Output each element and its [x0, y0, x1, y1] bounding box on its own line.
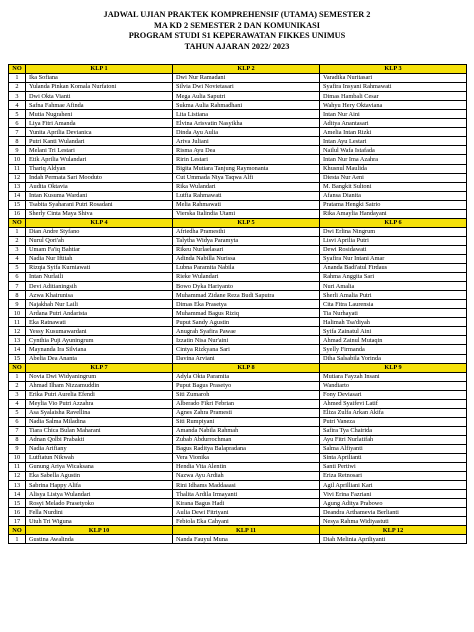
group-header: KLP 8 [173, 363, 320, 372]
row-number: 16 [9, 209, 26, 218]
student-name: Melia Rahmawati [173, 200, 320, 209]
table-row [9, 517, 467, 526]
group-header: KLP 1 [26, 65, 173, 74]
student-name: Ariva Juliani [173, 137, 320, 146]
row-number: 6 [9, 417, 26, 426]
table-row [9, 236, 467, 245]
student-name: Thariq Aldyan [26, 164, 173, 173]
group-header: KLP 4 [26, 218, 173, 227]
row-number: 7 [9, 426, 26, 435]
row-number: 5 [9, 264, 26, 273]
row-number: 8 [9, 137, 26, 146]
student-name: Siti Zumaroh [173, 390, 320, 399]
row-number: 3 [9, 245, 26, 254]
table-row [9, 137, 467, 146]
student-name: Salma Alfiyanti [320, 444, 467, 453]
table-row [9, 83, 467, 92]
table-row [9, 245, 467, 254]
student-name: Nadia Arifiany [26, 444, 173, 453]
student-name: Nanda Fauyul Muna [173, 535, 320, 544]
student-name: Sherli Amalia Putri [320, 291, 467, 300]
schedule-table-body [9, 65, 467, 544]
table-row [9, 119, 467, 128]
student-name: Intan Nur Aini [320, 110, 467, 119]
student-name: Novia Dwi Widyaningrum [26, 372, 173, 381]
schedule-table [8, 64, 467, 544]
student-name: Muhammad Bagus Riziq [173, 309, 320, 318]
table-row [9, 309, 467, 318]
row-number: 16 [9, 508, 26, 517]
student-name: Dwi Erlina Ningrum [320, 227, 467, 236]
table-row [9, 390, 467, 399]
row-number: 13 [9, 182, 26, 191]
row-number: 9 [9, 300, 26, 309]
student-name: Ahmad Zainul Mutaqin [320, 336, 467, 345]
student-name: Amanda Nabila Rahmah [173, 426, 320, 435]
no-column-header: NO [9, 363, 26, 372]
student-name: Etik Aprilia Wulandari [26, 155, 173, 164]
student-name: M. Bangkit Sultoni [320, 182, 467, 191]
title-line: TAHUN AJARAN 2022/ 2023 [184, 41, 290, 51]
row-number: 14 [9, 345, 26, 354]
row-number: 8 [9, 435, 26, 444]
row-number: 9 [9, 146, 26, 155]
student-name: Sherly Cinta Maya Shiva [26, 209, 173, 218]
student-name: Nailul Wafa Istafada [320, 146, 467, 155]
student-name: Mega Aulia Saputri [173, 92, 320, 101]
student-name: Ahmad Ilham Nizzamuddin [26, 381, 173, 390]
student-name: Audita Oktavia [26, 182, 173, 191]
row-number: 6 [9, 119, 26, 128]
student-name: Alberado Fikri Febrian [173, 399, 320, 408]
student-name: Intan Kusuma Wardani [26, 191, 173, 200]
student-name: Intan Nur Ima Azahra [320, 155, 467, 164]
student-name: Cintya Rizkyana Sari [173, 345, 320, 354]
student-name: Nadia Salma Miladina [26, 417, 173, 426]
row-number: 11 [9, 164, 26, 173]
student-name: Diha Salsabila Yorinda [320, 354, 467, 363]
student-name: Deandra Arthamevia Berlianti [320, 508, 467, 517]
student-name: Dewi Rosidawati [320, 245, 467, 254]
table-row [9, 481, 467, 490]
row-number: 1 [9, 372, 26, 381]
row-number: 11 [9, 463, 26, 472]
student-name: Risma Ayu Dea [173, 146, 320, 155]
table-row [9, 435, 467, 444]
student-name: Lubna Paramita Nabila [173, 264, 320, 273]
student-name: Muhammad Zidane Reza Budi Saputra [173, 291, 320, 300]
title-line: JADWAL UJIAN PRAKTEK KOMPREHENSIF (UTAMA) SEMESTER 2 [103, 10, 371, 19]
student-name: Aditya Anantasari [320, 119, 467, 128]
student-name: Ahmed Syaifevi Latif [320, 399, 467, 408]
student-name: Maynanda Ira Silviana [26, 345, 173, 354]
student-name: Bowo Dyka Hariyanto [173, 282, 320, 291]
student-name: Dimas Eka Prasetya [173, 300, 320, 309]
title-line: PROGRAM STUDI S1 KEPERAWATAN FIKKES UNIMUS [128, 31, 346, 40]
student-name: Pratama Hengki Satrio [320, 200, 467, 209]
group-header: KLP 3 [320, 65, 467, 74]
student-name: Vivi Erina Fazriani [320, 490, 467, 499]
student-name: Gunung Ariya Wicaksana [26, 463, 173, 472]
student-name: Febiola Eka Cahyani [173, 517, 320, 526]
student-name: Eliza Zulfa Arkan Akifa [320, 408, 467, 417]
student-name: Ririn Lestari [173, 155, 320, 164]
student-name: Halimah Tsa'diyah [320, 318, 467, 327]
student-name: Indah Permata Sari Mooduto [26, 173, 173, 182]
table-row [9, 173, 467, 182]
row-number: 17 [9, 517, 26, 526]
row-number: 5 [9, 110, 26, 119]
student-name: Lutfia Rahmawati [173, 191, 320, 200]
student-name: Afriedha Pramesthi [173, 227, 320, 236]
table-row [9, 345, 467, 354]
student-name: Dimas Hambali Cesar [320, 92, 467, 101]
row-number: 1 [9, 74, 26, 83]
student-name: Agil Aprilliani Kari [320, 481, 467, 490]
table-row [9, 209, 467, 218]
student-name: Tsabita Syaharani Putri Rosadani [26, 200, 173, 209]
student-name: Abelia Dea Ananta [26, 354, 173, 363]
student-name: Nuri Amalia [320, 282, 467, 291]
group-header: KLP 10 [26, 526, 173, 535]
table-row [9, 444, 467, 453]
student-name: Adyla Okta Paramita [173, 372, 320, 381]
student-name: Diah Melinia Apriliyanti [320, 535, 467, 544]
group-header-row [9, 218, 467, 227]
student-name: Davina Arviani [173, 354, 320, 363]
group-header: KLP 9 [320, 363, 467, 372]
student-name: Puput Bagus Prasetyo [173, 381, 320, 390]
student-name: Meylia Vio Putri Azzahra [26, 399, 173, 408]
row-number: 10 [9, 155, 26, 164]
table-row [9, 200, 467, 209]
row-number: 10 [9, 309, 26, 318]
table-row [9, 227, 467, 236]
student-name: Eriza Retnosari [320, 472, 467, 481]
table-row [9, 399, 467, 408]
student-name: Nadia Nur Iftitah [26, 254, 173, 263]
no-column-header: NO [9, 218, 26, 227]
row-number: 7 [9, 128, 26, 137]
student-name: Rika Amaylia Handayani [320, 209, 467, 218]
row-number: 15 [9, 499, 26, 508]
row-number: 9 [9, 444, 26, 453]
table-row [9, 182, 467, 191]
table-row [9, 164, 467, 173]
student-name: Putri Kanti Wulandari [26, 137, 173, 146]
table-row [9, 327, 467, 336]
table-row [9, 417, 467, 426]
student-name: Syelly Firmanda [320, 345, 467, 354]
table-row [9, 110, 467, 119]
student-name: Izzatin Nisa Nur'aini [173, 336, 320, 345]
student-name: Adinda Nabilla Nurissa [173, 254, 320, 263]
table-row [9, 92, 467, 101]
no-column-header: NO [9, 526, 26, 535]
group-header: KLP 12 [320, 526, 467, 535]
student-name: Rieke Wulandari [173, 273, 320, 282]
student-name: Bigita Mutiara Tanjung Raymonanta [173, 164, 320, 173]
table-row [9, 155, 467, 164]
student-name: Alisya Listya Wulandari [26, 490, 173, 499]
student-name: Ananda Badi'atul Firdaus [320, 264, 467, 273]
student-name: Devi Aditianingsih [26, 282, 173, 291]
group-header: KLP 11 [173, 526, 320, 535]
student-name: Mutiara Fayzah Insani [320, 372, 467, 381]
row-number: 4 [9, 101, 26, 110]
student-name: Lutfiatun Nikwah [26, 454, 173, 463]
student-name: Fony Deviasari [320, 390, 467, 399]
student-name: Cita Fitra Laurensia [320, 300, 467, 309]
title-line: MA KD 2 SEMESTER 2 DAN KOMUNIKASI [154, 20, 320, 30]
student-name: Sukma Aulia Rahmadhani [173, 101, 320, 110]
table-row [9, 291, 467, 300]
student-name: Wahyu Hery Oktaviana [320, 101, 467, 110]
student-name: Putri Vaneza [320, 417, 467, 426]
table-row [9, 146, 467, 155]
student-name: Yessy Kusumawardani [26, 327, 173, 336]
row-number: 1 [9, 535, 26, 544]
student-name: Rika Wulandari [173, 182, 320, 191]
student-name: Ayu Fitri Nurlatifah [320, 435, 467, 444]
row-number: 15 [9, 354, 26, 363]
table-row [9, 128, 467, 137]
group-header-row [9, 65, 467, 74]
table-row [9, 508, 467, 517]
student-name: Syifa Zainatul Aini [320, 327, 467, 336]
table-row [9, 381, 467, 390]
student-name: Asa Syalaisha Ravellina [26, 408, 173, 417]
student-name: Erika Putri Aurelia Efendi [26, 390, 173, 399]
row-number: 12 [9, 173, 26, 182]
group-header: KLP 2 [173, 65, 320, 74]
row-number: 1 [9, 227, 26, 236]
student-name: Vera Vionika [173, 454, 320, 463]
student-name: Mutia Nugraheni [26, 110, 173, 119]
student-name: Amelia Intan Rizki [320, 128, 467, 137]
student-name: Zubab Abdurrochman [173, 435, 320, 444]
student-name: Talytha Widya Paramyta [173, 236, 320, 245]
group-header: KLP 5 [173, 218, 320, 227]
row-number: 13 [9, 336, 26, 345]
student-name: Cut Ummada Niya Taqwa Alfi [173, 173, 320, 182]
student-name: Puput Sandy Agustin [173, 318, 320, 327]
student-name: Intan Ayu Lestari [320, 137, 467, 146]
student-name: Khusnul Maulida [320, 164, 467, 173]
student-name: Anugrah Syafira Pawae [173, 327, 320, 336]
student-name: Wandiarto [320, 381, 467, 390]
row-number: 2 [9, 236, 26, 245]
student-name: Varadika Nuritasari [320, 74, 467, 83]
table-row [9, 535, 467, 544]
student-name: Bagus Raditya Balapradana [173, 444, 320, 453]
student-name: Melani Tri Lestari [26, 146, 173, 155]
table-row [9, 490, 467, 499]
table-row [9, 336, 467, 345]
student-name: Rikeu Nurlaelasari [173, 245, 320, 254]
student-name: Syafira Nur Intani Amar [320, 254, 467, 263]
student-name: Ika Sofiana [26, 74, 173, 83]
no-column-header: NO [9, 65, 26, 74]
row-number: 2 [9, 83, 26, 92]
student-name: Dwi Okta Vianti [26, 92, 173, 101]
student-name: Nazwa Ayu Ardiah [173, 472, 320, 481]
table-row [9, 273, 467, 282]
group-header: KLP 6 [320, 218, 467, 227]
row-number: 12 [9, 327, 26, 336]
student-name: Eka Ratnawati [26, 318, 173, 327]
student-name: Eka Sabella Agustin [26, 472, 173, 481]
row-number: 2 [9, 381, 26, 390]
student-name: Lita Listiana [173, 110, 320, 119]
group-header: KLP 7 [26, 363, 173, 372]
row-number: 5 [9, 408, 26, 417]
student-name: Tia Nurhayati [320, 309, 467, 318]
row-number: 11 [9, 318, 26, 327]
student-name: Thalita Ardila Irmayanti [173, 490, 320, 499]
row-number: 4 [9, 254, 26, 263]
row-number: 4 [9, 399, 26, 408]
student-name: Tiara Chica Bulan Maharani [26, 426, 173, 435]
student-name: Siti Rumpiyani [173, 417, 320, 426]
student-name: Liya Fitri Amanda [26, 119, 173, 128]
row-number: 7 [9, 282, 26, 291]
student-name: Safna Fahmae Afinda [26, 101, 173, 110]
table-row [9, 264, 467, 273]
row-number: 3 [9, 92, 26, 101]
student-name: Intan Nurlaili [26, 273, 173, 282]
table-row [9, 472, 467, 481]
student-name: Sinta Aprilianti [320, 454, 467, 463]
student-name: Santi Pertiwi [320, 463, 467, 472]
table-row [9, 300, 467, 309]
table-row [9, 74, 467, 83]
student-name: Rizqia Syifa Kurniawati [26, 264, 173, 273]
table-row [9, 499, 467, 508]
student-name: Umam Fa'iq Bahtiar [26, 245, 173, 254]
group-header-row [9, 363, 467, 372]
student-name: Adnan Qolbi Prabakti [26, 435, 173, 444]
student-name: Safira Tya Chairida [320, 426, 467, 435]
table-row [9, 254, 467, 263]
student-name: Lisvi Aprilia Putri [320, 236, 467, 245]
student-name: Dinda Ayu Aulia [173, 128, 320, 137]
row-number: 3 [9, 390, 26, 399]
student-name: Diesta Nur Aeni [320, 173, 467, 182]
row-number: 15 [9, 200, 26, 209]
table-row [9, 426, 467, 435]
student-name: Rosyi Melado Prasetyoko [26, 499, 173, 508]
student-name: Nurul Qori'ah [26, 236, 173, 245]
table-row [9, 354, 467, 363]
row-number: 12 [9, 472, 26, 481]
table-row [9, 463, 467, 472]
row-number: 8 [9, 291, 26, 300]
group-header-row [9, 526, 467, 535]
student-name: Ardana Putri Andarista [26, 309, 173, 318]
student-name: Yulanda Pinkan Komala Nurfatoni [26, 83, 173, 92]
student-name: Syafira Insyani Rahmawati [320, 83, 467, 92]
student-name: Agung Aditya Prabowo [320, 499, 467, 508]
row-number: 14 [9, 490, 26, 499]
table-row [9, 408, 467, 417]
student-name: Hendia Vita Alentin [173, 463, 320, 472]
student-name: Utuh Tri Wiguna [26, 517, 173, 526]
row-number: 13 [9, 481, 26, 490]
row-number: 14 [9, 191, 26, 200]
student-name: Dian Andre Styfano [26, 227, 173, 236]
table-row [9, 191, 467, 200]
student-name: Yunita Aprilia Devianica [26, 128, 173, 137]
student-name: Silvia Dwi Novietasari [173, 83, 320, 92]
table-row [9, 454, 467, 463]
table-row [9, 282, 467, 291]
document-title [0, 10, 474, 52]
student-name: Vierska Italindia Utami [173, 209, 320, 218]
student-name: Najakhah Nur Laili [26, 300, 173, 309]
row-number: 6 [9, 273, 26, 282]
student-name: Fella Nurdini [26, 508, 173, 517]
student-name: Aulia Dewi Fitriyani [173, 508, 320, 517]
student-name: Rini Idhams Maddaaasi [173, 481, 320, 490]
student-name: Azwa Khairunisa [26, 291, 173, 300]
student-name: Elvina Arisvatin Nasyikha [173, 119, 320, 128]
student-name: Gustina Awalinda [26, 535, 173, 544]
student-name: Sabrina Happy Alifa [26, 481, 173, 490]
student-name: Cynthia Puji Ayuningrum [26, 336, 173, 345]
student-name: Afansa Dianita [320, 191, 467, 200]
table-row [9, 318, 467, 327]
table-row [9, 372, 467, 381]
row-number: 10 [9, 454, 26, 463]
student-name: Nesya Rahma Widiyastuti [320, 517, 467, 526]
table-row [9, 101, 467, 110]
student-name: Rahma Anggita Sari [320, 273, 467, 282]
student-name: Kirana Bagus Hadi [173, 499, 320, 508]
student-name: Agnes Zahra Pramesti [173, 408, 320, 417]
student-name: Dwi Nur Ramadani [173, 74, 320, 83]
